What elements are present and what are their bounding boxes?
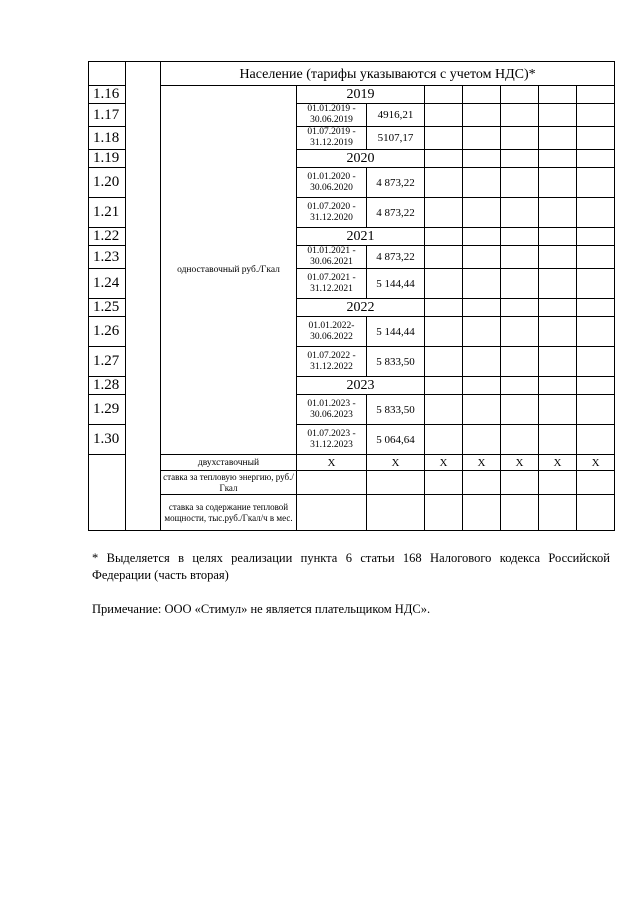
period-line: 01.07.2019 - <box>307 127 356 137</box>
period-line: 31.12.2023 <box>310 439 353 450</box>
period-cell <box>297 168 367 198</box>
empty-cell <box>539 425 577 455</box>
empty-cell <box>539 127 577 150</box>
empty-cell <box>463 104 501 127</box>
empty-cell <box>425 150 463 168</box>
empty-cell <box>501 246 539 269</box>
empty-cell <box>539 86 577 104</box>
header-row <box>89 62 615 86</box>
empty-cell <box>425 425 463 455</box>
empty-cell <box>463 168 501 198</box>
year-heading: 2021 <box>297 228 425 246</box>
two-rate-row <box>89 455 615 471</box>
period-line: 01.01.2020 - <box>307 171 356 182</box>
row-number: 1.21 <box>89 198 126 228</box>
empty-cell <box>425 299 463 317</box>
empty-cell <box>463 150 501 168</box>
empty-cell <box>501 127 539 150</box>
empty-cell <box>577 425 615 455</box>
empty-cell <box>577 150 615 168</box>
empty-cell <box>463 471 501 495</box>
empty-cell <box>539 471 577 495</box>
empty-cell <box>425 127 463 150</box>
empty-cell <box>463 395 501 425</box>
empty-cell <box>425 495 463 531</box>
row-number: 1.20 <box>89 168 126 198</box>
row-number: 1.23 <box>89 246 126 269</box>
period-line: 01.07.2023 - <box>307 428 356 439</box>
x-mark: Х <box>425 455 463 471</box>
empty-cell <box>501 317 539 347</box>
note: Примечание: ООО «Стимул» не является плательщиком НДС». <box>92 602 431 616</box>
x-mark: Х <box>297 455 367 471</box>
empty-cell <box>539 168 577 198</box>
year-heading: 2019 <box>297 86 425 104</box>
sub-rate-label: ставка за тепловую энергию, руб./Гкал <box>161 471 297 495</box>
category-label: одноставочный руб./Гкал <box>161 86 297 455</box>
row-number: 1.28 <box>89 377 126 395</box>
empty-cell <box>425 269 463 299</box>
empty-cell <box>463 317 501 347</box>
sub-rate-row <box>89 471 615 495</box>
year-heading: 2023 <box>297 377 425 395</box>
period-line: 30.06.2021 <box>310 257 353 267</box>
empty-cell <box>463 425 501 455</box>
tariff-value: 5 144,44 <box>367 317 425 347</box>
tariff-value: 4 873,22 <box>367 168 425 198</box>
period-cell <box>297 127 367 150</box>
period-line: 30.06.2020 <box>310 182 353 193</box>
x-mark: Х <box>501 455 539 471</box>
empty-cell <box>539 150 577 168</box>
empty-cell <box>539 377 577 395</box>
period-cell <box>297 198 367 228</box>
empty-cell <box>501 198 539 228</box>
empty-cell <box>425 198 463 228</box>
empty-cell <box>501 228 539 246</box>
empty-cell <box>463 127 501 150</box>
period-cell <box>297 246 367 269</box>
empty-cell <box>425 228 463 246</box>
empty-cell <box>577 395 615 425</box>
tariff-value: 5 064,64 <box>367 425 425 455</box>
empty-cell <box>297 495 367 531</box>
row-number: 1.17 <box>89 104 126 127</box>
empty-cell <box>425 395 463 425</box>
empty-cell <box>425 347 463 377</box>
x-mark: Х <box>463 455 501 471</box>
empty-cell <box>577 377 615 395</box>
empty-cell <box>425 246 463 269</box>
period-cell <box>297 269 367 299</box>
empty-cell <box>577 495 615 531</box>
period-line: 31.12.2022 <box>310 361 353 372</box>
empty-cell <box>425 377 463 395</box>
row-number: 1.22 <box>89 228 126 246</box>
empty-cell <box>501 347 539 377</box>
period-line: 01.01.2021 - <box>307 246 356 256</box>
row-number: 1.26 <box>89 317 126 347</box>
two-rate-label: двухставочный <box>161 455 297 471</box>
empty-cell <box>539 395 577 425</box>
footnote: * Выделяется в целях реализации пункта 6 статьи 168 Налогового кодекса Российской Федерации (часть вторая) <box>92 551 610 582</box>
period-cell <box>297 104 367 127</box>
empty-cell <box>539 104 577 127</box>
empty-cell <box>425 104 463 127</box>
empty-cell <box>425 471 463 495</box>
empty-cell <box>577 269 615 299</box>
empty-cell <box>367 471 425 495</box>
empty-cell <box>577 127 615 150</box>
empty-cell <box>539 198 577 228</box>
tariff-value: 5 833,50 <box>367 395 425 425</box>
tariff-value: 5107,17 <box>367 127 425 150</box>
row-number: 1.30 <box>89 425 126 455</box>
empty-cell <box>539 228 577 246</box>
empty-cell <box>539 495 577 531</box>
empty-cell <box>501 168 539 198</box>
empty-cell <box>577 104 615 127</box>
tariff-table <box>88 61 615 531</box>
empty-cell <box>539 317 577 347</box>
num-cell <box>89 62 126 86</box>
empty-cell <box>501 150 539 168</box>
empty-cell <box>539 347 577 377</box>
period-line: 30.06.2022 <box>310 331 353 342</box>
empty-cell <box>501 104 539 127</box>
table-header: Население (тарифы указываются с учетом НДС)* <box>161 62 615 86</box>
period-line: 30.06.2023 <box>310 409 353 420</box>
tariff-value: 5 144,44 <box>367 269 425 299</box>
tariff-value: 4 873,22 <box>367 198 425 228</box>
empty-cell <box>501 471 539 495</box>
empty-cell <box>501 86 539 104</box>
empty-cell <box>463 246 501 269</box>
tariff-value: 5 833,50 <box>367 347 425 377</box>
period-line: 01.07.2020 - <box>307 201 356 212</box>
x-mark: Х <box>539 455 577 471</box>
period-cell <box>297 395 367 425</box>
empty-cell <box>501 425 539 455</box>
year-heading: 2020 <box>297 150 425 168</box>
period-line: 01.01.2023 - <box>307 398 356 409</box>
empty-cell <box>539 299 577 317</box>
empty-cell <box>539 269 577 299</box>
empty-cell <box>463 299 501 317</box>
row-number: 1.24 <box>89 269 126 299</box>
period-cell <box>297 425 367 455</box>
empty-cell <box>501 269 539 299</box>
empty-cell <box>463 377 501 395</box>
empty-cell <box>577 228 615 246</box>
tariff-value: 4916,21 <box>367 104 425 127</box>
period-cell <box>297 347 367 377</box>
empty-cell <box>577 347 615 377</box>
empty-cell <box>425 317 463 347</box>
empty-cell <box>367 495 425 531</box>
empty-cell <box>463 495 501 531</box>
empty-cell <box>577 198 615 228</box>
empty-cell <box>501 495 539 531</box>
period-line: 31.12.2020 <box>310 212 353 223</box>
empty-cell <box>297 471 367 495</box>
row-number: 1.19 <box>89 150 126 168</box>
empty-cell <box>577 86 615 104</box>
empty-cell <box>463 228 501 246</box>
num-cell <box>89 455 126 531</box>
period-cell <box>297 317 367 347</box>
period-line: 30.06.2019 <box>310 115 353 125</box>
x-mark: Х <box>367 455 425 471</box>
empty-cell <box>425 86 463 104</box>
empty-cell <box>577 168 615 198</box>
x-mark: Х <box>577 455 615 471</box>
period-line: 01.01.2022- <box>308 320 355 331</box>
empty-cell <box>501 395 539 425</box>
row-number: 1.16 <box>89 86 126 104</box>
sub-rate-label: ставка за содержание тепловой мощности, тыс.руб./Гкал/ч в мес. <box>161 495 297 531</box>
period-line: 01.07.2021 - <box>307 272 356 283</box>
period-line: 01.07.2022 - <box>307 350 356 361</box>
row-number: 1.25 <box>89 299 126 317</box>
empty-cell <box>577 317 615 347</box>
empty-cell <box>425 168 463 198</box>
empty-cell <box>463 198 501 228</box>
spacer-column <box>126 62 161 531</box>
period-line: 31.12.2021 <box>310 283 353 294</box>
period-line: 01.01.2019 - <box>307 104 356 114</box>
period-line: 31.12.2019 <box>310 138 353 148</box>
empty-cell <box>577 246 615 269</box>
table-row <box>89 86 615 104</box>
empty-cell <box>463 269 501 299</box>
row-number: 1.18 <box>89 127 126 150</box>
year-heading: 2022 <box>297 299 425 317</box>
empty-cell <box>501 377 539 395</box>
empty-cell <box>577 471 615 495</box>
tariff-value: 4 873,22 <box>367 246 425 269</box>
empty-cell <box>577 299 615 317</box>
empty-cell <box>539 246 577 269</box>
row-number: 1.27 <box>89 347 126 377</box>
row-number: 1.29 <box>89 395 126 425</box>
empty-cell <box>463 86 501 104</box>
empty-cell <box>501 299 539 317</box>
sub-rate-row <box>89 495 615 531</box>
empty-cell <box>463 347 501 377</box>
